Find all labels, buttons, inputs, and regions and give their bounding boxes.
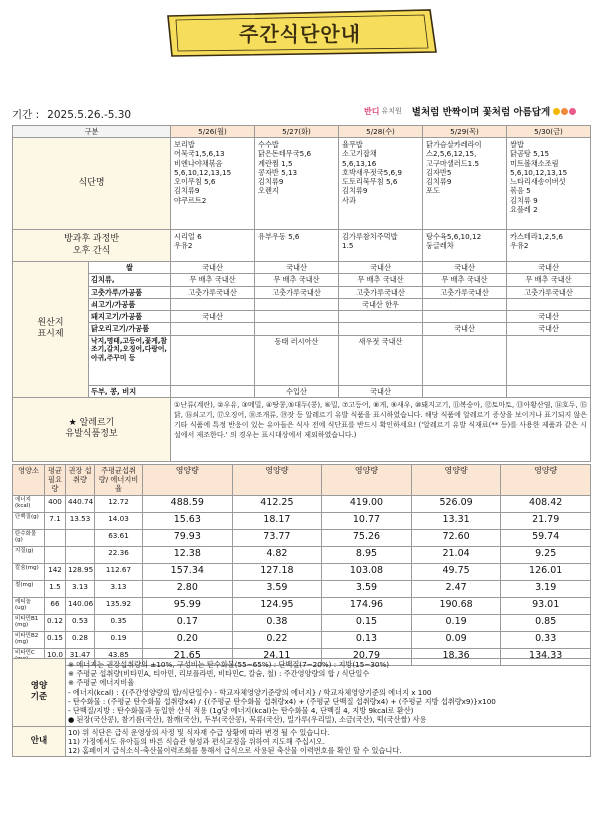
menu-line: 요플레 2 bbox=[510, 204, 538, 214]
snack-cell bbox=[507, 230, 591, 262]
menu-line: 보리밥 bbox=[174, 140, 195, 150]
menu-line: 김자반5 bbox=[426, 167, 452, 177]
nutrition-header: 영양량 bbox=[411, 465, 501, 496]
allergy-label bbox=[13, 397, 171, 461]
nutrition-table bbox=[12, 464, 591, 666]
nutrition-name: 철(mg) bbox=[13, 580, 45, 597]
nutrition-header: 평균 필요량 bbox=[45, 465, 66, 496]
origin-value: 고춧가루국내산 bbox=[339, 286, 423, 298]
menu-line: 율무밥 bbox=[342, 140, 363, 150]
nutrition-value: 0.13 bbox=[322, 631, 412, 648]
nutrition-value: 72.60 bbox=[411, 529, 501, 546]
origin-value bbox=[255, 311, 339, 323]
slogan: 별처럼 반짝이며 꽃처럼 아름답게 bbox=[411, 107, 551, 118]
nutrition-value: 2.80 bbox=[143, 580, 233, 597]
nutrition-avg: 66 bbox=[45, 597, 66, 614]
origin-item: 쌀 bbox=[89, 262, 171, 274]
nutrition-value: 2.47 bbox=[411, 580, 501, 597]
nutrition-row bbox=[13, 597, 591, 614]
menu-table bbox=[12, 125, 591, 462]
nutrition-name: 탄수화물 (g) bbox=[13, 529, 45, 546]
nutrition-name: 비타민B2 (mg) bbox=[13, 631, 45, 648]
nutrition-value: 126.01 bbox=[501, 563, 591, 580]
nutrition-value: 419.00 bbox=[322, 495, 412, 512]
origin-row bbox=[13, 385, 591, 397]
nutrition-value: 0.85 bbox=[501, 614, 591, 631]
nutrition-value: 0.38 bbox=[232, 614, 322, 631]
origin-value: 국내산 bbox=[507, 323, 591, 335]
nutrition-value: 526.09 bbox=[411, 495, 501, 512]
origin-value: 무 배추 국내산 bbox=[507, 274, 591, 286]
period-label: 기간 : bbox=[12, 109, 40, 121]
origin-row bbox=[13, 262, 591, 274]
nutrition-value: 3.59 bbox=[322, 580, 412, 597]
nutrition-rec: 0.53 bbox=[66, 614, 95, 631]
header-day: 5/29(목) bbox=[423, 126, 507, 138]
origin-value bbox=[507, 335, 591, 385]
menu-line: 닭은돈테무국5,6 bbox=[258, 149, 312, 159]
nutrition-week: 43.85 bbox=[95, 648, 143, 665]
menu-line: 오이무침 5,6 bbox=[174, 177, 216, 187]
nutrition-value: 93.01 bbox=[501, 597, 591, 614]
origin-value bbox=[339, 323, 423, 335]
standard-label-line2: 기준 bbox=[30, 692, 48, 703]
nutrition-avg bbox=[45, 546, 66, 563]
origin-value: 고춧가루국내산 bbox=[255, 286, 339, 298]
origin-value bbox=[171, 298, 255, 310]
nutrition-value: 408.42 bbox=[501, 495, 591, 512]
menu-line: 유부우동 5,6 bbox=[258, 232, 300, 242]
allergy-title: 알레르기 bbox=[79, 417, 115, 428]
menu-line: 카스테라1,2,5,6 bbox=[510, 232, 563, 242]
origin-item: 닭오리고기/가공품 bbox=[89, 323, 171, 335]
notice-line: 10) 위 식단은 급식 운영상의 사정 및 식자재 수급 상황에 따라 변경 될 수 있습니다. bbox=[68, 727, 330, 737]
menu-cell bbox=[507, 138, 591, 230]
nutrition-value: 488.59 bbox=[143, 495, 233, 512]
nutrition-value: 0.09 bbox=[411, 631, 501, 648]
origin-row bbox=[13, 335, 591, 385]
allergy-row bbox=[13, 397, 591, 461]
nutrition-value: 21.79 bbox=[501, 512, 591, 529]
standard-line: ● 된장(국산콩), 참기름(국산), 참깨(국산), 두부(국산콩), 묵류(국산), 밀가루(우리밀), 소금(국산), 떡(국산쌀) 사용 bbox=[68, 715, 427, 725]
menu-line: 김치류9 bbox=[342, 186, 368, 196]
standard-line: - 단백질/지방 : 탄수화물과 동일한 산식 적용 (1g당 에너지(kcal)는 탄수화물 4, 단백질 4, 지방 9kcal로 환산) bbox=[68, 706, 414, 716]
origin-value: 무 배추 국내산 bbox=[423, 274, 507, 286]
nutrition-rec bbox=[66, 529, 95, 546]
origin-value: 동태 러시아산 bbox=[255, 335, 339, 385]
origin-value: 수입산 bbox=[255, 385, 339, 397]
nutrition-row bbox=[13, 580, 591, 597]
origin-value bbox=[423, 311, 507, 323]
menu-line: 수수밥 bbox=[258, 140, 279, 150]
origin-value: 국내산 bbox=[423, 262, 507, 274]
nutrition-value: 174.96 bbox=[322, 597, 412, 614]
nutrition-value: 3.19 bbox=[501, 580, 591, 597]
origin-label bbox=[13, 262, 89, 398]
snack-label-line1: 방과후 과정반 bbox=[63, 234, 120, 245]
menu-line: 김치류9 bbox=[258, 177, 284, 187]
menu-line: 쌀밥 bbox=[510, 140, 524, 150]
nutrition-row bbox=[13, 546, 591, 563]
menu-line: 느타리새송이버섯 bbox=[510, 177, 566, 187]
nutrition-value: 103.08 bbox=[322, 563, 412, 580]
origin-value: 새우젓 국내산 bbox=[339, 335, 423, 385]
menu-line: 스2,5,6,12,15, bbox=[426, 149, 477, 159]
origin-value: 무 배추 국내산 bbox=[171, 274, 255, 286]
nutrition-avg: 0.12 bbox=[45, 614, 66, 631]
nutrition-avg: 7.1 bbox=[45, 512, 66, 529]
origin-value: 국내산 bbox=[423, 323, 507, 335]
standard-label-line1: 영양 bbox=[30, 681, 48, 692]
nutrition-header: 영양량 bbox=[232, 465, 322, 496]
nutrition-week: 63.61 bbox=[95, 529, 143, 546]
nutrition-value: 10.77 bbox=[322, 512, 412, 529]
origin-item: 두부, 콩, 비지 bbox=[89, 385, 171, 397]
origin-value: 고춧가루국내산 bbox=[171, 286, 255, 298]
header-day: 5/30(금) bbox=[507, 126, 591, 138]
menu-line: 김치류9 bbox=[174, 186, 200, 196]
header-day: 5/26(월) bbox=[171, 126, 255, 138]
nutrition-header: 영양량 bbox=[143, 465, 233, 496]
nutrition-name: 비타민C bbox=[13, 648, 45, 665]
nutrition-value: 124.95 bbox=[232, 597, 322, 614]
nutrition-row bbox=[13, 563, 591, 580]
nutrition-value: 75.26 bbox=[322, 529, 412, 546]
nutrition-header: 권장 섭취량 bbox=[66, 465, 95, 496]
menu-cell bbox=[423, 138, 507, 230]
menu-line: 비엔나야채볶음 bbox=[174, 158, 223, 168]
nutrition-value: 18.36 bbox=[411, 648, 501, 665]
origin-value: 국내산 bbox=[171, 311, 255, 323]
menu-line: 김가루참치주먹밥 bbox=[342, 232, 398, 242]
origin-value: 국내산 한우 bbox=[339, 298, 423, 310]
menu-line: 시리얼 6 bbox=[174, 232, 202, 242]
nutrition-value: 24.11 bbox=[232, 648, 322, 665]
nutrition-avg: 142 bbox=[45, 563, 66, 580]
notice-line: 11) 가정에서도 유아들의 바른 식습관 형성과 편식교정을 위하여 지도해 주십시오. bbox=[68, 736, 325, 746]
page-title: 주간식단안내 bbox=[239, 22, 361, 46]
flower-icon-1 bbox=[553, 108, 560, 115]
snack-cell bbox=[171, 230, 255, 262]
allergy-label-line1 bbox=[15, 418, 168, 430]
menu-line: 사과 bbox=[342, 195, 356, 205]
menu-line: 둥글레차 bbox=[426, 241, 454, 251]
snack-label-line2: 오후 간식 bbox=[72, 245, 111, 256]
nutrition-value: 4.82 bbox=[232, 546, 322, 563]
nutrition-rec: 128.95 bbox=[66, 563, 95, 580]
header-category: 구분 bbox=[13, 126, 171, 138]
menu-line: 소고기잡채 bbox=[342, 149, 377, 159]
origin-item: 낙지,명태,고등어,꽃게,참조기,갈치,오징어,다랑어,아귀,주꾸미 등 bbox=[89, 335, 171, 385]
origin-row bbox=[13, 298, 591, 310]
menu-line: 닭곰탕 5,15 bbox=[510, 149, 550, 159]
standard-line: - 탄수화물 : (주평균 탄수화물 섭취량x4) / {(주평균 탄수화물 섭취량x4) + (주평균 단백질 섭취량x4) + (주평균 지방 섭취량x9)}x100 bbox=[68, 696, 496, 706]
nutrition-name: 에너지 (kcal) bbox=[13, 495, 45, 512]
header-day: 5/28(수) bbox=[339, 126, 423, 138]
nutrition-rec: 31.47 bbox=[66, 648, 95, 665]
origin-value bbox=[171, 335, 255, 385]
nutrition-week: 135.92 bbox=[95, 597, 143, 614]
nutrition-value: 0.22 bbox=[232, 631, 322, 648]
nutrition-value: 95.99 bbox=[143, 597, 233, 614]
nutrition-header: 주평균섭취량/ 에너지비율 bbox=[95, 465, 143, 496]
origin-value: 국내산 bbox=[171, 262, 255, 274]
nutrition-row bbox=[13, 614, 591, 631]
origin-value bbox=[423, 335, 507, 385]
origin-value: 국내산 bbox=[255, 262, 339, 274]
origin-value bbox=[171, 323, 255, 335]
menu-line: 오렌지 bbox=[258, 186, 279, 196]
nutrition-rec: 3.13 bbox=[66, 580, 95, 597]
nutrition-name: 지질(g) bbox=[13, 546, 45, 563]
nutrition-rec: 440.74 bbox=[66, 495, 95, 512]
nutrition-header: 영양소 bbox=[13, 465, 45, 496]
menu-line: 우유2 bbox=[510, 241, 529, 251]
nutrition-value: 79.93 bbox=[143, 529, 233, 546]
brand-logo-sub: 유치원 bbox=[381, 107, 402, 115]
menu-line: 콩자반 5,13 bbox=[258, 167, 298, 177]
nutrition-rec bbox=[66, 546, 95, 563]
snack-cell bbox=[339, 230, 423, 262]
nutrition-avg: 400 bbox=[45, 495, 66, 512]
menu-line: 김치류9 bbox=[426, 177, 452, 187]
menu-line: 고구마샐러드1.5 bbox=[426, 158, 480, 168]
nutrition-value: 73.77 bbox=[232, 529, 322, 546]
nutrition-name: 단백질(g) bbox=[13, 512, 45, 529]
menu-line: 1.5 bbox=[342, 241, 354, 251]
standard-line: ※ 에너지는 권장섭취량의 ±10%, 구성비는 탄수화물(55~65%) : 단백질(7~20%) : 지방(15~30%) bbox=[68, 660, 390, 669]
menu-line: 계란찜 1,5 bbox=[258, 158, 293, 168]
nutrition-avg: 0.15 bbox=[45, 631, 66, 648]
nutrition-value: 0.33 bbox=[501, 631, 591, 648]
origin-value bbox=[423, 298, 507, 310]
nutrition-avg bbox=[45, 529, 66, 546]
menu-label: 식단명 bbox=[13, 138, 171, 230]
nutrition-header-row bbox=[13, 465, 591, 496]
nutrition-header: 영양량 bbox=[322, 465, 412, 496]
menu-cell bbox=[339, 138, 423, 230]
nutrition-rec: 0.28 bbox=[66, 631, 95, 648]
nutrition-value: 157.34 bbox=[143, 563, 233, 580]
origin-value bbox=[507, 385, 591, 397]
origin-item: 쇠고기/가공품 bbox=[89, 298, 171, 310]
menu-line: 우유2 bbox=[174, 241, 193, 251]
origin-value: 국내산 bbox=[507, 311, 591, 323]
origin-row bbox=[13, 286, 591, 298]
nutrition-rec: 140.06 bbox=[66, 597, 95, 614]
origin-row bbox=[13, 274, 591, 286]
nutrition-value: 21.04 bbox=[411, 546, 501, 563]
nutrition-header: 영양량 bbox=[501, 465, 591, 496]
nutrition-value: 20.79 bbox=[322, 648, 412, 665]
nutrition-value: 18.17 bbox=[232, 512, 322, 529]
origin-value: 고춧가루국내산 bbox=[423, 286, 507, 298]
origin-row bbox=[13, 311, 591, 323]
nutrition-value: 15.63 bbox=[143, 512, 233, 529]
origin-value: 국내산 bbox=[507, 262, 591, 274]
origin-value bbox=[423, 385, 507, 397]
origin-value: 무 배추 국내산 bbox=[255, 274, 339, 286]
nutrition-row bbox=[13, 631, 591, 648]
origin-item: 김치류, bbox=[89, 274, 171, 286]
nutrition-week: 0.35 bbox=[95, 614, 143, 631]
nutrition-value: 21.65 bbox=[143, 648, 233, 665]
menu-line: 5,6,10,12,13,15 bbox=[174, 167, 232, 177]
nutrition-value: 0.15 bbox=[322, 614, 412, 631]
nutrition-value: 9.25 bbox=[501, 546, 591, 563]
nutrition-week: 0.19 bbox=[95, 631, 143, 648]
snack-label bbox=[13, 230, 171, 262]
menu-cell bbox=[171, 138, 255, 230]
standard-table bbox=[12, 658, 591, 757]
allergy-label-line2: 유발식품정보 bbox=[65, 429, 118, 440]
flower-icon-2 bbox=[561, 108, 568, 115]
menu-line: 어묵국1,5,6,13 bbox=[174, 149, 225, 159]
nutrition-value: 12.38 bbox=[143, 546, 233, 563]
origin-value bbox=[255, 298, 339, 310]
menu-line: 야쿠르트2 bbox=[174, 195, 207, 205]
menu-line: 도토리묵무침 5,6 bbox=[342, 177, 398, 187]
origin-value bbox=[255, 323, 339, 335]
nutrition-name: 레티놀(ug) bbox=[13, 597, 45, 614]
menu-cell bbox=[255, 138, 339, 230]
nutrition-week: 12.72 bbox=[95, 495, 143, 512]
menu-line: 김치류 9 bbox=[510, 195, 538, 205]
origin-value: 국내산 bbox=[339, 385, 423, 397]
nutrition-value: 134.33 bbox=[501, 648, 591, 665]
nutrition-row bbox=[13, 495, 591, 512]
nutrition-avg: 10.0 bbox=[45, 648, 66, 665]
standard-line: ※ 주평균 섭취량(비타민A, 티아민, 리보플라빈, 비타민C, 칼슘, 철) : 주간영양량의 합 / 식단일수 bbox=[68, 669, 370, 679]
brand-logo: 반디 bbox=[364, 106, 380, 116]
nutrition-value: 0.17 bbox=[143, 614, 233, 631]
nutrition-row bbox=[13, 529, 591, 546]
nutrition-week: 22.36 bbox=[95, 546, 143, 563]
nutrition-week: 112.67 bbox=[95, 563, 143, 580]
nutrition-week: 14.03 bbox=[95, 512, 143, 529]
origin-value: 무 배추 국내산 bbox=[339, 274, 423, 286]
menu-row bbox=[13, 138, 591, 230]
origin-label-line1: 원산지 bbox=[37, 317, 64, 328]
period bbox=[12, 107, 131, 122]
menu-line: 미트볼채소조림 bbox=[510, 158, 559, 168]
nutrition-week: 3.13 bbox=[95, 580, 143, 597]
nutrition-rec: 13.53 bbox=[66, 512, 95, 529]
nutrition-name: 비타민B1 (mg) bbox=[13, 614, 45, 631]
nutrition-value: 0.19 bbox=[411, 614, 501, 631]
header-day: 5/27(화) bbox=[255, 126, 339, 138]
period-value: 2025.5.26.-5.30 bbox=[47, 109, 132, 121]
nutrition-value: 8.95 bbox=[322, 546, 412, 563]
origin-label-line2: 표시제 bbox=[37, 329, 64, 340]
allergy-text: ①난류(계란), ②우유, ③메밀, ④땅콩,⑤대두(콩), ⑥밀, ⑦고등어, ⑧게, ⑨새우, ⑩돼지고기, ⑪복숭아, ⑫토마토, ⑬아황산염, ⑭호두, ⑮닭, ⑯쇠고기, ⑰오징어, ⑱조개류, ⑲잣 등 알레르기 유발 식품을 표시하였습니다. 해당 식품에 알레르기 증상을 보이거나 표기되지 않은 기타 식품에 특정 반응이 있는 유아들은 식사 전에 식단표를 반드시 확인하세요! ('알레르기 유발 식재료(** 등)를 사용한 제품과 같은 시설에서 제조한다.' 의 경우는 표시대상에서 제외하였습니다.) bbox=[171, 397, 591, 461]
standard-row bbox=[13, 659, 591, 727]
flower-icon-3 bbox=[569, 108, 576, 115]
nutrition-value: 13.31 bbox=[411, 512, 501, 529]
standard-line: ※ 주평균 에너지비율 bbox=[68, 678, 135, 688]
title-banner bbox=[160, 6, 440, 60]
nutrition-value: 49.75 bbox=[411, 563, 501, 580]
origin-row bbox=[13, 323, 591, 335]
origin-value: 고춧가루국내산 bbox=[507, 286, 591, 298]
standard-text bbox=[66, 659, 591, 727]
menu-line: 탕수육5,6,10,12 bbox=[426, 232, 482, 242]
origin-value bbox=[339, 311, 423, 323]
menu-line: 포도 bbox=[426, 186, 440, 196]
menu-line: 닭가슴살카레라이 bbox=[426, 140, 482, 150]
nutrition-name: 칼슘(mg) bbox=[13, 563, 45, 580]
notice-text bbox=[66, 726, 591, 757]
nutrition-avg: 1.5 bbox=[45, 580, 66, 597]
origin-item: 고춧가루/가공품 bbox=[89, 286, 171, 298]
flower-icon bbox=[553, 108, 576, 115]
origin-item: 돼지고기/가공품 bbox=[89, 311, 171, 323]
nutrition-value: 3.59 bbox=[232, 580, 322, 597]
menu-line: 볶음 5 bbox=[510, 186, 531, 196]
origin-value bbox=[507, 298, 591, 310]
standard-label bbox=[13, 659, 66, 727]
nutrition-value: 127.18 bbox=[232, 563, 322, 580]
menu-line: 5,6,13,16 bbox=[342, 158, 377, 168]
nutrition-value: 412.25 bbox=[232, 495, 322, 512]
nutrition-value: 190.68 bbox=[411, 597, 501, 614]
brand bbox=[364, 104, 576, 118]
notice-line: 12) 홈페이지 급식소식-축산물이력조회를 통해서 급식으로 사용된 축산물 이력번호를 확인 할 수 있습니다. bbox=[68, 745, 402, 755]
snack-cell bbox=[423, 230, 507, 262]
standard-line: - 에너지(kcal) : {(주간영양량의 합/식단일수) - 학교자체영양기준량의 에너지} / 학교자체영양기준의 에너지 x 100 bbox=[68, 687, 432, 697]
notice-row bbox=[13, 726, 591, 757]
origin-value bbox=[171, 385, 255, 397]
menu-line: 5,6,10,12,13,15 bbox=[510, 167, 568, 177]
header-row bbox=[13, 126, 591, 138]
origin-value: 국내산 bbox=[339, 262, 423, 274]
notice-label: 안내 bbox=[13, 726, 66, 757]
snack-cell bbox=[255, 230, 339, 262]
nutrition-value: 0.20 bbox=[143, 631, 233, 648]
menu-line: 호박새우젓국5,6,9 bbox=[342, 167, 402, 177]
snack-row bbox=[13, 230, 591, 262]
star-icon: ★ bbox=[68, 417, 77, 428]
nutrition-value: 59.74 bbox=[501, 529, 591, 546]
nutrition-row bbox=[13, 512, 591, 529]
